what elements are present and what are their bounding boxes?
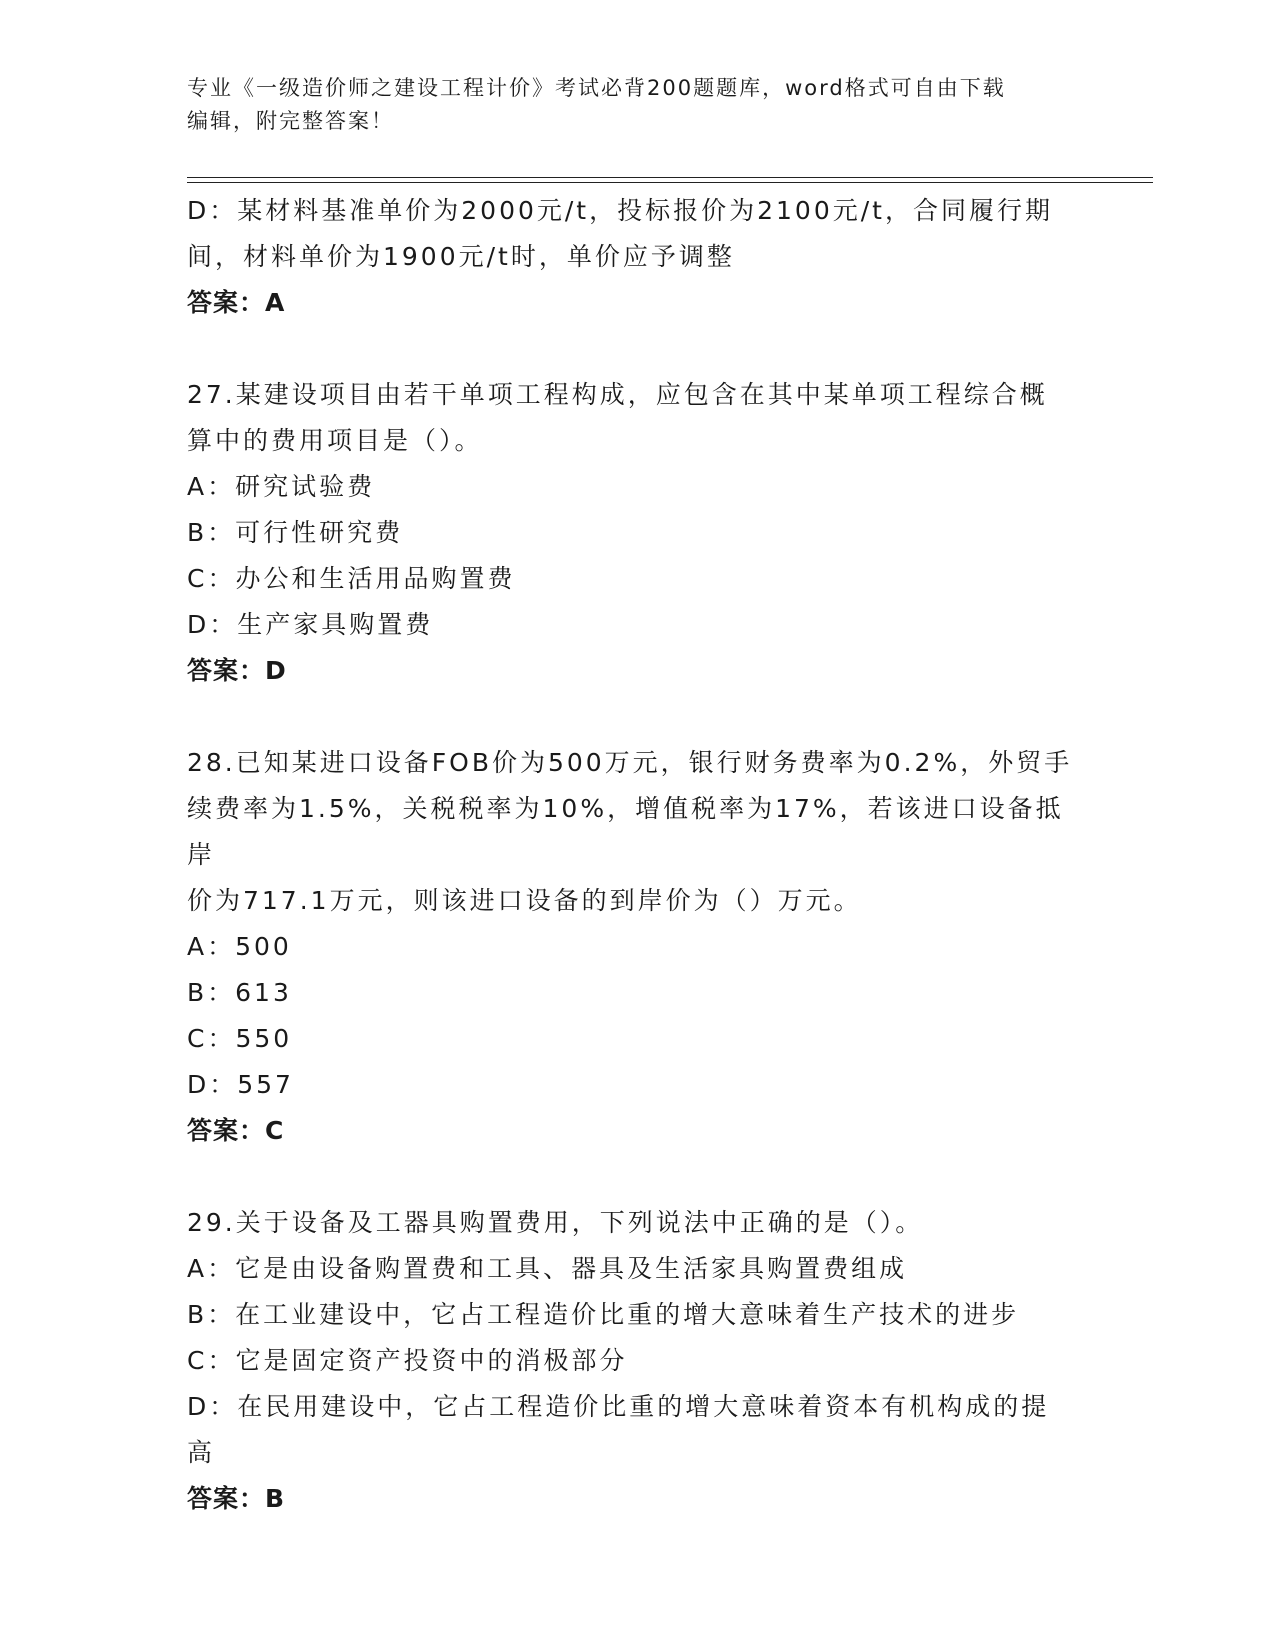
answer: 答案：B bbox=[187, 1484, 286, 1513]
question-stem-line-2: 算中的费用项目是（）。 bbox=[187, 426, 483, 455]
option-c: C：550 bbox=[187, 1024, 293, 1053]
document-header bbox=[187, 72, 1087, 138]
header-divider-top bbox=[187, 177, 1153, 178]
option-a: A：研究试验费 bbox=[187, 472, 376, 501]
question-stem-line-3: 价为717.1万元，则该进口设备的到岸价为（）万元。 bbox=[187, 886, 862, 915]
option-d-line-2: 高 bbox=[187, 1438, 216, 1467]
option-a: A：它是由设备购置费和工具、器具及生活家具购置费组成 bbox=[187, 1254, 908, 1283]
spacer bbox=[187, 694, 1087, 740]
question-26-tail bbox=[187, 188, 1087, 326]
option-d: D：557 bbox=[187, 1070, 294, 1099]
answer: 答案：D bbox=[187, 656, 287, 685]
spacer bbox=[187, 326, 1087, 372]
option-d: D：生产家具购置费 bbox=[187, 610, 434, 639]
header-title-line-2: 编辑，附完整答案！ bbox=[187, 109, 394, 133]
answer: 答案：C bbox=[187, 1116, 285, 1145]
spacer bbox=[187, 1154, 1087, 1200]
header-title-line-1: 专业《一级造价师之建设工程计价》考试必背200题题库，word格式可自由下载 bbox=[187, 76, 1006, 100]
question-27 bbox=[187, 372, 1087, 694]
question-stem-line-1: 29.关于设备及工器具购置费用，下列说法中正确的是（）。 bbox=[187, 1208, 924, 1237]
option-d-line-1: D：某材料基准单价为2000元/t，投标报价为2100元/t，合同履行期 bbox=[187, 196, 1053, 225]
question-stem-line-1: 27.某建设项目由若干单项工程构成，应包含在其中某单项工程综合概 bbox=[187, 380, 1048, 409]
question-29 bbox=[187, 1200, 1087, 1522]
option-c: C：它是固定资产投资中的消极部分 bbox=[187, 1346, 628, 1375]
option-b: B：可行性研究费 bbox=[187, 518, 404, 547]
option-c: C：办公和生活用品购置费 bbox=[187, 564, 516, 593]
answer: 答案：A bbox=[187, 288, 286, 317]
question-stem-line-2: 续费率为1.5%，关税税率为10%，增值税率为17%，若该进口设备抵岸 bbox=[187, 794, 1064, 869]
question-stem-line-1: 28.已知某进口设备FOB价为500万元，银行财务费率为0.2%，外贸手 bbox=[187, 748, 1073, 777]
option-b: B：613 bbox=[187, 978, 292, 1007]
option-d-line-2: 间，材料单价为1900元/t时，单价应予调整 bbox=[187, 242, 735, 271]
option-a: A：500 bbox=[187, 932, 292, 961]
header-divider-bottom bbox=[187, 182, 1153, 183]
question-28 bbox=[187, 740, 1087, 1154]
option-b: B：在工业建设中，它占工程造价比重的增大意味着生产技术的进步 bbox=[187, 1300, 1020, 1329]
question-list bbox=[187, 188, 1087, 1522]
option-d-line-1: D：在民用建设中，它占工程造价比重的增大意味着资本有机构成的提 bbox=[187, 1392, 1050, 1421]
